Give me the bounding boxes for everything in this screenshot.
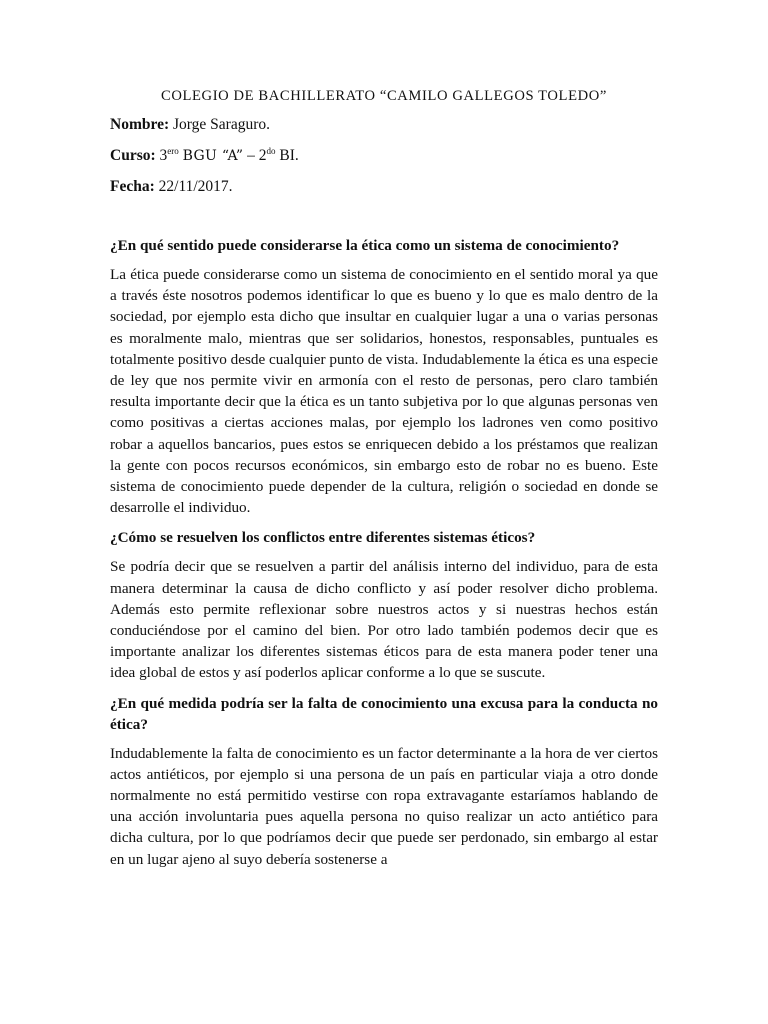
course-group: BGU “A” bbox=[182, 148, 244, 164]
school-title: COLEGIO DE BACHILLERATO “CAMILO GALLEGOS TOLEDO” bbox=[161, 88, 607, 104]
course-suffix-2: do bbox=[266, 145, 276, 156]
course-suffix: ero bbox=[167, 145, 179, 156]
answer-2: Se podría decir que se resuelven a partir del análisis interno del individuo, para de esta manera determinar la causa de dicho conflicto y así poder resolver dicho problema. Además esto permite reflexionar sobre nuestros actos y si nuestras hechos están conduciéndose por el camino del bien. Por otro lado también podemos decir que es importante analizar los diferentes sistemas éticos para de esta manera poder tener una idea global de estos y así poderlos aplicar conforme a lo que se suscute. bbox=[110, 558, 658, 682]
date-field bbox=[110, 177, 658, 197]
answer-1: La ética puede considerarse como un sistema de conocimiento en el sentido moral ya que a través éste nosotros podemos identificar lo que es bueno y lo que es malo dentro de la sociedad, por ejemplo esta dicho que insultar en cualquier lugar a una o varias personas es moralmente malo, mientras que ser solidarios, honestos, responsables, puntuales es totalmente positivo desde cualquier punto de vista. Indudablemente la ética es una especie de ley que nos permite vivir en armonía con el resto de personas, pero claro también resulta importante decir que la ética es un tanto subjetiva por lo que algunas personas ven como positivas a ciertas acciones malas, por ejemplo los ladrones ven como positivo robar a aquellos bancarios, pues estos se enriquecen debido a los préstamos que realizan la gente con pocos recursos económicos, sin embargo esto de robar no es bueno. Este sistema de conocimiento puede depender de la cultura, religión o sociedad en donde se desarrolle el individuo. bbox=[110, 266, 658, 517]
question-3: ¿En qué medida podría ser la falta de conocimiento una excusa para la conducta no ética? bbox=[110, 694, 658, 733]
course-number: 3 bbox=[159, 147, 168, 164]
course-label: Curso: bbox=[110, 147, 156, 164]
course-field bbox=[110, 146, 658, 166]
name-value: Jorge Saraguro. bbox=[173, 116, 270, 133]
date-label: Fecha: bbox=[110, 178, 155, 195]
name-label: Nombre: bbox=[110, 116, 170, 133]
answer-3: Indudablemente la falta de conocimiento es un factor determinante a la hora de ver ciertos actos antiéticos, por ejemplo si una persona de un país en particular viaja a otro donde normalmente no está permitido vestirse con ropa extravagante estaríamos hablando de una acción involuntaria pues aquella persona no quiso realizar un acto antiético para dicha cultura, por lo que podríamos decir que puede ser perdonado, sin embargo al estar en un lugar ajeno al suyo debería sostenerse a bbox=[110, 744, 658, 868]
course-end: BI. bbox=[275, 147, 299, 164]
question-1: ¿En qué sentido puede considerarse la ética como un sistema de conocimiento? bbox=[110, 237, 620, 254]
name-field bbox=[110, 115, 658, 135]
question-2: ¿Cómo se resuelven los conflictos entre diferentes sistemas éticos? bbox=[110, 529, 536, 547]
date-value: 22/11/2017. bbox=[158, 178, 233, 195]
course-dash: – 2 bbox=[243, 147, 267, 164]
